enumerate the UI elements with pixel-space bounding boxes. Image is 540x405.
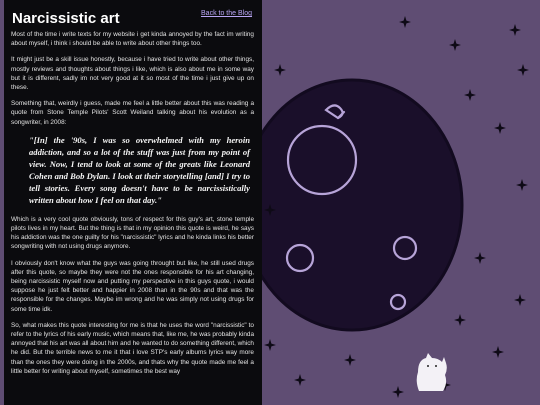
article-header (11, 8, 254, 30)
dark-planet-doodle (242, 80, 462, 330)
article-panel (4, 0, 262, 405)
paragraph-6: So, what makes this quote interesting for me is that he uses the word "narcissistic" to refer to the lyrics of his early music, which means that, like me, he was probably kinda annoyed that his art was all about him and he wanted to do something different, which he did. But the terrible news to me it that i love STP's early albums lyrics way more than the ones they were doing in the 2000s, and thats why the quote made me feel a little better for writing about myself, sometimes the best way (11, 321, 254, 375)
paragraph-5: I obviously don't know what the guys was going throught but like, he still used drugs after this quote, so maybe they were not the ones responsible for his art changing, being narcissistic myself now and putting my perspective in this guys quote, i would suppose he just felt better and happier in 2008 than in the 90s and that was the responsible for the changes. Maybe im wrong and he was simply not using drugs for some time idk. (11, 259, 254, 313)
paragraph-1: Most of the time i write texts for my website i get kinda annoyed by the fact im writing about myself, i think i should be able to write about other things too. (11, 31, 254, 48)
paragraph-4: Which is a very cool quote obviously, tons of respect for this guy's art, stone temple pilots lives in my heart. But the thing is that in my opinion this quote is weird, he says his addiction was the one guilty for his "narcissistic" lyrics and he kinda links his better songwriting with not using drugs anymore. (11, 215, 254, 251)
page-title: Narcissistic art (12, 10, 120, 27)
paragraph-3: Something that, weirdly i guess, made me feel a little better about this was reading a quote from Stone Temple Pilots' Scott Weiland talking about his evolution as a songwriter, in 2008: (11, 100, 254, 126)
white-cat-doodle (417, 353, 447, 391)
back-to-blog-link[interactable]: Back to the Blog (201, 10, 252, 17)
paragraph-2: It might just be a skill issue honestly, because i have tried to write about other things, mostly reviews and thoughts about things i like, which is also about me in some way but it is different, sadly im not very good at it so most of the time i just give up on these. (11, 56, 254, 92)
weiland-quote: "[In] the '90s, I was so overwhelmed with my heroin addiction, and so a lot of the stuff was just from my point of view. Now, I tend to look at some of the greats like Leonard Cohen and Bob Dylan. I look at their storytelling [and] I try to tell stories. Every song doesn't have to be narcissistically written about how I feel on that day." (29, 134, 250, 205)
